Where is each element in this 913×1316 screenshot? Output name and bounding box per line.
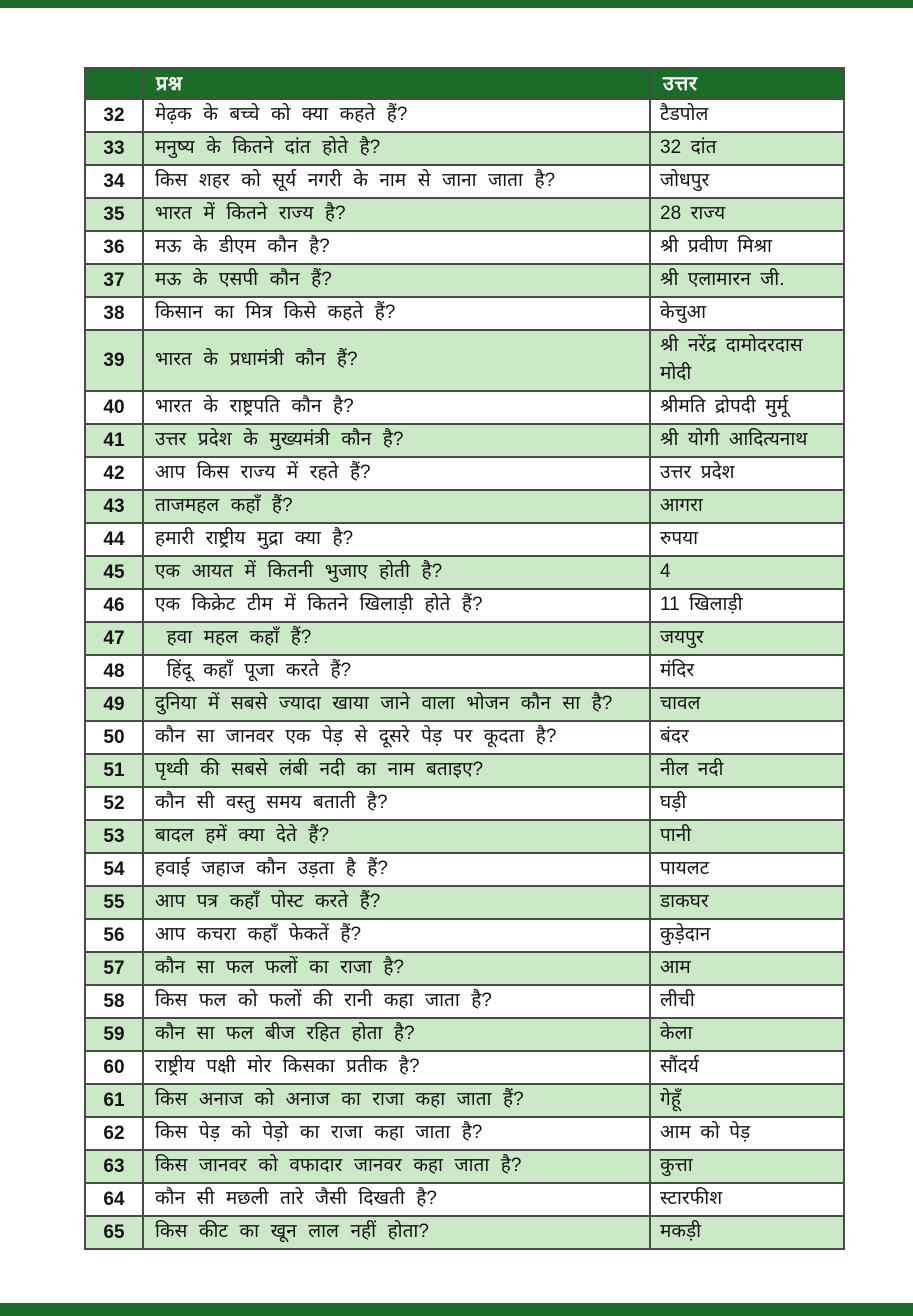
- table-row: [85, 688, 844, 721]
- question-cell: उत्तर प्रदेश के मुख्यमंत्री कौन है?: [143, 424, 650, 457]
- table-row: [85, 165, 844, 198]
- table-row: [85, 721, 844, 754]
- question-number-cell: 43: [85, 490, 143, 523]
- table-row: [85, 1051, 844, 1084]
- question-number-cell: 56: [85, 919, 143, 952]
- table-row: [85, 1183, 844, 1216]
- question-number-cell: 58: [85, 985, 143, 1018]
- question-cell: कौन सी वस्तु समय बताती है?: [143, 787, 650, 820]
- answer-cell: बंदर: [650, 721, 844, 754]
- question-number-cell: 63: [85, 1150, 143, 1183]
- table-header-row: [85, 68, 844, 99]
- question-number-cell: 50: [85, 721, 143, 754]
- answer-cell: रुपया: [650, 523, 844, 556]
- table-row: [85, 556, 844, 589]
- answer-cell: चावल: [650, 688, 844, 721]
- question-number-cell: 64: [85, 1183, 143, 1216]
- question-number-cell: 55: [85, 886, 143, 919]
- question-cell: किस कीट का खून लाल नहीं होता?: [143, 1216, 650, 1249]
- answer-cell: पायलट: [650, 853, 844, 886]
- question-cell: आप पत्र कहाँ पोस्ट करते हैं?: [143, 886, 650, 919]
- table-row: [85, 1084, 844, 1117]
- table-row: [85, 1117, 844, 1150]
- answer-cell: डाकघर: [650, 886, 844, 919]
- answer-cell: आगरा: [650, 490, 844, 523]
- question-cell: एक किक्रेट टीम में कितने खिलाड़ी होते हैं?: [143, 589, 650, 622]
- question-number-cell: 57: [85, 952, 143, 985]
- answer-cell: श्री नरेंद्र दामोदरदास मोदी: [650, 330, 844, 391]
- question-cell: मनुष्य के कितने दांत होते है?: [143, 132, 650, 165]
- question-number-cell: 48: [85, 655, 143, 688]
- answer-cell: लीची: [650, 985, 844, 1018]
- question-cell: हिंदू कहाँ पूजा करते हैं?: [143, 655, 650, 688]
- table-body: [85, 99, 844, 1249]
- answer-cell: सौंदर्य: [650, 1051, 844, 1084]
- table-row: [85, 490, 844, 523]
- question-cell: दुनिया में सबसे ज्यादा खाया जाने वाला भोजन कौन सा है?: [143, 688, 650, 721]
- answer-cell: जयपुर: [650, 622, 844, 655]
- question-number-cell: 38: [85, 297, 143, 330]
- answer-cell: केला: [650, 1018, 844, 1051]
- table-row: [85, 985, 844, 1018]
- question-number-cell: 51: [85, 754, 143, 787]
- question-number-cell: 53: [85, 820, 143, 853]
- bottom-green-strip: [0, 1303, 913, 1316]
- question-cell: मऊ के डीएम कौन है?: [143, 231, 650, 264]
- question-number-cell: 46: [85, 589, 143, 622]
- answer-cell: स्टारफीश: [650, 1183, 844, 1216]
- question-number-cell: 49: [85, 688, 143, 721]
- answer-cell: श्री एलामारन जी.: [650, 264, 844, 297]
- question-cell: बादल हमें क्या देते हैं?: [143, 820, 650, 853]
- table-row: [85, 523, 844, 556]
- question-column-header: प्रश्न: [143, 68, 650, 99]
- table-row: [85, 424, 844, 457]
- answer-cell: पानी: [650, 820, 844, 853]
- question-cell: किसान का मित्र किसे कहते हैं?: [143, 297, 650, 330]
- question-cell: भारत के प्रधामंत्री कौन हैं?: [143, 330, 650, 391]
- table-row: [85, 132, 844, 165]
- question-number-cell: 60: [85, 1051, 143, 1084]
- answer-cell: श्री योगी आदित्यनाथ: [650, 424, 844, 457]
- answer-cell: टैडपोल: [650, 99, 844, 132]
- answer-cell: श्री प्रवीण मिश्रा: [650, 231, 844, 264]
- answer-cell: मकड़ी: [650, 1216, 844, 1249]
- table-row: [85, 655, 844, 688]
- table-row: [85, 886, 844, 919]
- question-number-cell: 34: [85, 165, 143, 198]
- question-cell: आप कचरा कहाँ फेकतें हैं?: [143, 919, 650, 952]
- number-column-header: [85, 68, 143, 99]
- table-row: [85, 264, 844, 297]
- question-number-cell: 65: [85, 1216, 143, 1249]
- table-row: [85, 919, 844, 952]
- question-cell: हवा महल कहाँ हैं?: [143, 622, 650, 655]
- table-row: [85, 952, 844, 985]
- answer-cell: 11 खिलाड़ी: [650, 589, 844, 622]
- question-cell: कौन सा फल फलों का राजा है?: [143, 952, 650, 985]
- question-cell: मेढ़क के बच्चे को क्या कहते हैं?: [143, 99, 650, 132]
- table-row: [85, 853, 844, 886]
- question-number-cell: 47: [85, 622, 143, 655]
- question-cell: किस पेड़ को पेड़ो का राजा कहा जाता है?: [143, 1117, 650, 1150]
- question-cell: राष्ट्रीय पक्षी मोर किसका प्रतीक है?: [143, 1051, 650, 1084]
- question-cell: कौन सा फल बीज रहित होता है?: [143, 1018, 650, 1051]
- question-cell: किस फल को फलों की रानी कहा जाता है?: [143, 985, 650, 1018]
- question-cell: कौन सा जानवर एक पेड़ से दूसरे पेड़ पर कूदता है?: [143, 721, 650, 754]
- table-row: [85, 391, 844, 424]
- question-number-cell: 45: [85, 556, 143, 589]
- question-number-cell: 36: [85, 231, 143, 264]
- question-number-cell: 33: [85, 132, 143, 165]
- question-number-cell: 42: [85, 457, 143, 490]
- table-row: [85, 198, 844, 231]
- table-row: [85, 589, 844, 622]
- top-green-strip: [0, 0, 913, 8]
- table-row: [85, 787, 844, 820]
- answer-cell: जोधपुर: [650, 165, 844, 198]
- question-cell: आप किस राज्य में रहते हैं?: [143, 457, 650, 490]
- question-cell: ताजमहल कहाँ हैं?: [143, 490, 650, 523]
- question-cell: एक आयत में कितनी भुजाए होती है?: [143, 556, 650, 589]
- table-row: [85, 754, 844, 787]
- question-number-cell: 52: [85, 787, 143, 820]
- question-number-cell: 41: [85, 424, 143, 457]
- question-cell: किस शहर को सूर्य नगरी के नाम से जाना जाता है?: [143, 165, 650, 198]
- question-cell: भारत के राष्ट्रपति कौन है?: [143, 391, 650, 424]
- question-number-cell: 35: [85, 198, 143, 231]
- table-row: [85, 330, 844, 391]
- question-cell: भारत में कितने राज्य है?: [143, 198, 650, 231]
- table-row: [85, 1216, 844, 1249]
- table-row: [85, 1150, 844, 1183]
- question-cell: हमारी राष्ट्रीय मुद्रा क्या है?: [143, 523, 650, 556]
- question-number-cell: 37: [85, 264, 143, 297]
- question-number-cell: 39: [85, 330, 143, 391]
- answer-cell: 32 दांत: [650, 132, 844, 165]
- answer-cell: आम: [650, 952, 844, 985]
- question-number-cell: 44: [85, 523, 143, 556]
- answer-cell: श्रीमति द्रोपदी मुर्मू: [650, 391, 844, 424]
- answer-cell: गेहूँ: [650, 1084, 844, 1117]
- answer-cell: घड़ी: [650, 787, 844, 820]
- answer-cell: मंदिर: [650, 655, 844, 688]
- table-row: [85, 457, 844, 490]
- answer-cell: केचुआ: [650, 297, 844, 330]
- question-cell: मऊ के एसपी कौन हैं?: [143, 264, 650, 297]
- table-row: [85, 820, 844, 853]
- table-row: [85, 99, 844, 132]
- answer-cell: आम को पेड़: [650, 1117, 844, 1150]
- question-number-cell: 62: [85, 1117, 143, 1150]
- answer-cell: उत्तर प्रदेश: [650, 457, 844, 490]
- question-number-cell: 54: [85, 853, 143, 886]
- question-cell: किस जानवर को वफादार जानवर कहा जाता है?: [143, 1150, 650, 1183]
- question-number-cell: 32: [85, 99, 143, 132]
- answer-cell: 4: [650, 556, 844, 589]
- answer-cell: 28 राज्य: [650, 198, 844, 231]
- gk-question-answer-table: [84, 67, 845, 1250]
- question-number-cell: 59: [85, 1018, 143, 1051]
- question-cell: कौन सी मछली तारे जैसी दिखती है?: [143, 1183, 650, 1216]
- question-cell: हवाई जहाज कौन उड़ता है हैं?: [143, 853, 650, 886]
- answer-cell: कुत्ता: [650, 1150, 844, 1183]
- question-number-cell: 61: [85, 1084, 143, 1117]
- question-cell: किस अनाज को अनाज का राजा कहा जाता हैं?: [143, 1084, 650, 1117]
- table-row: [85, 297, 844, 330]
- answer-column-header: उत्तर: [650, 68, 844, 99]
- table-row: [85, 231, 844, 264]
- table-row: [85, 622, 844, 655]
- question-cell: पृथ्वी की सबसे लंबी नदी का नाम बताइए?: [143, 754, 650, 787]
- question-number-cell: 40: [85, 391, 143, 424]
- answer-cell: कुड़ेदान: [650, 919, 844, 952]
- table-row: [85, 1018, 844, 1051]
- answer-cell: नील नदी: [650, 754, 844, 787]
